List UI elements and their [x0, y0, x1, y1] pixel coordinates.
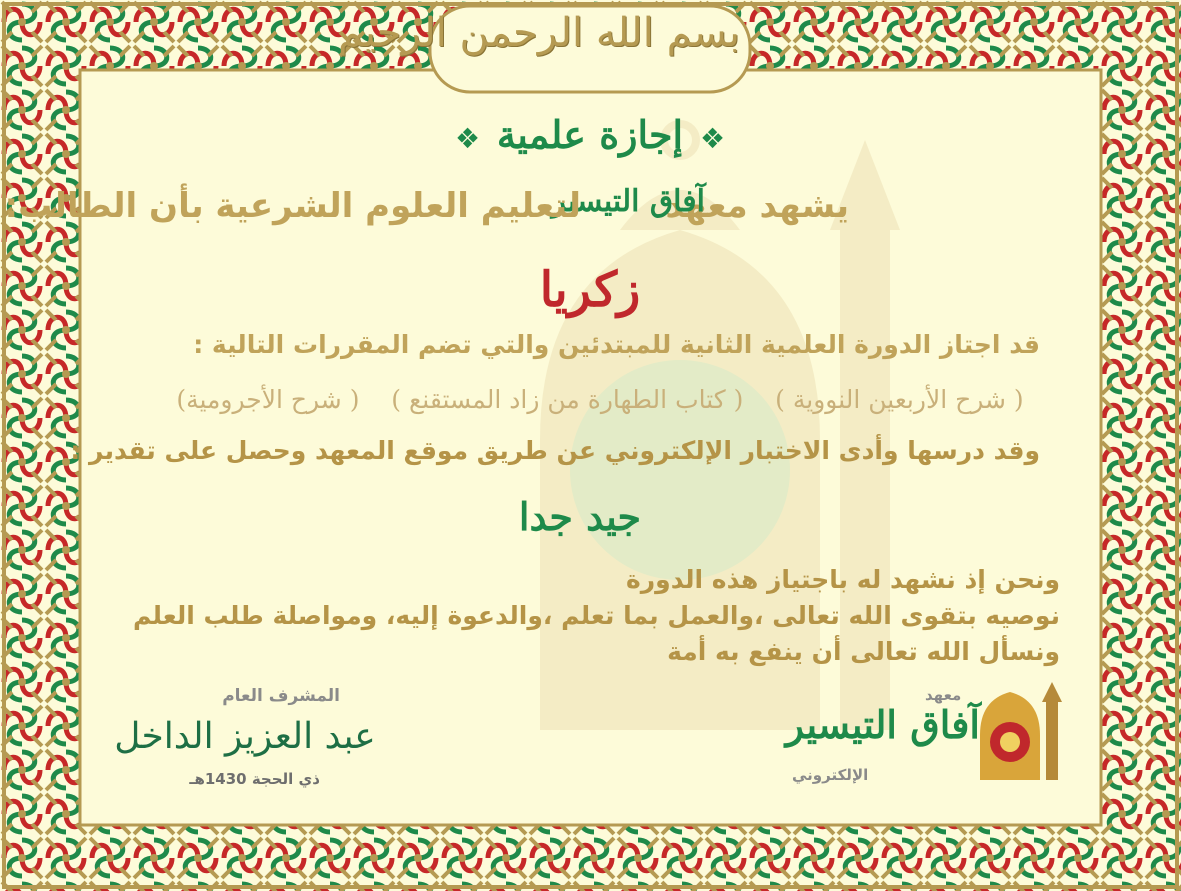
exam-text: وقد درسها وأدى الاختبار الإلكتروني عن طريق موقع المعهد وحصل على تقدير :	[70, 436, 1040, 465]
logo-top-word: معهد	[925, 686, 962, 704]
basmala-heading: بسم الله الرحمن الرحيم	[337, 10, 740, 56]
supervisor-name: عبد العزيز الداخل	[114, 716, 376, 757]
closing-line: ونحن إذ نشهد له باجتياز هذه الدورة	[626, 565, 1060, 594]
left-ornament-icon: ❖	[455, 122, 481, 155]
logo-bottom-word: الإلكتروني	[792, 766, 869, 784]
right-ornament-icon: ❖	[700, 122, 726, 155]
intro-text-end: لتعليم العلوم الشرعية بأن الطالب:	[4, 186, 581, 226]
issue-date: ذي الحجة 1430هـ	[189, 770, 320, 788]
certificate-title: إجازة علمية	[496, 112, 684, 157]
logo-name: آفاق التيسير	[785, 702, 980, 747]
course-item: ( شرح الأجرومية)	[176, 385, 360, 414]
courses-list	[100, 385, 1100, 414]
course-item: ( كتاب الطهارة من زاد المستقنع )	[391, 385, 744, 414]
completion-text: قد اجتاز الدورة العلمية الثانية للمبتدئين والتي تضم المقررات التالية :	[193, 330, 1040, 359]
course-item: ( شرح الأربعين النووية )	[775, 385, 1024, 414]
closing-line: نوصيه بتقوى الله تعالى ،والعمل بما تعلم ،والدعوة إليه، ومواصلة طلب العلم	[132, 601, 1060, 630]
closing-paragraph	[132, 562, 1060, 670]
intro-text-start: يشهد معهد	[665, 186, 849, 226]
closing-line: ونسأل الله تعالى أن ينفع به أمة	[667, 637, 1060, 666]
intro-brand-name: آفاق التيسير	[551, 184, 705, 219]
grade-value: جيد جدا	[518, 494, 642, 539]
student-name: زكريا	[539, 262, 641, 318]
supervisor-label: المشرف العام	[222, 686, 340, 706]
